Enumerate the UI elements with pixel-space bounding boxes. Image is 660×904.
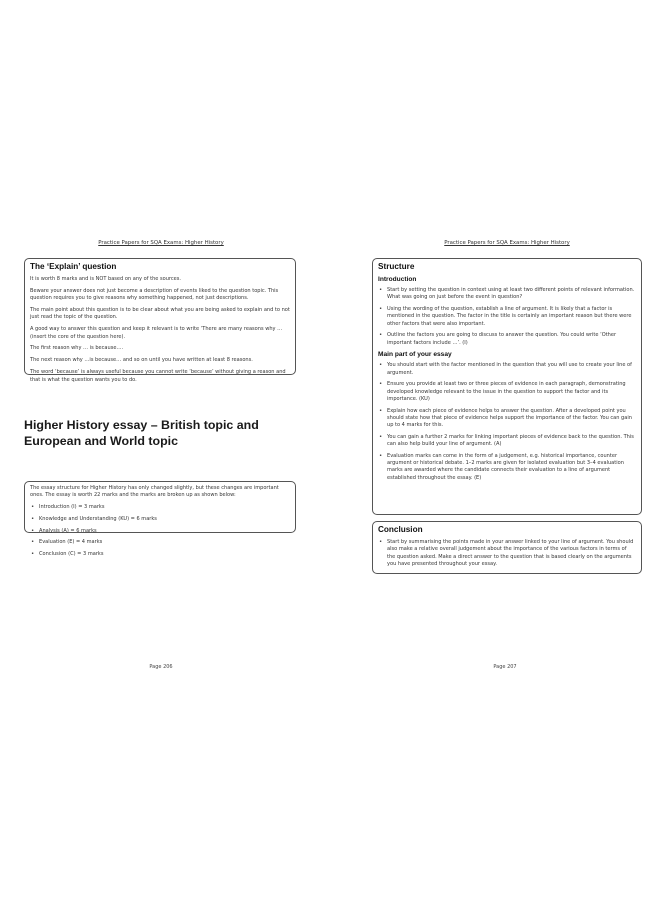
main-part-heading: Main part of your essay (378, 351, 452, 359)
right-page (330, 0, 660, 904)
explain-paragraph: A good way to answer this question and keep it relevant is to write ‘There are many reasons why … (insert the core of the question here). (30, 326, 283, 340)
page-number: Page 207 (493, 664, 517, 670)
list-item: • Evaluation marks can come in the form of a judgement, e.g. historical importance, counter argument or historical debate. 1–2 marks are given for isolated evaluation but 3–4 evaluation marks are awarded where the candidate connects their evaluation to a line of argument established throughout the essay. (E) (378, 453, 636, 482)
page-number: Page 206 (149, 664, 173, 670)
running-header: Practice Papers for SQA Exams: Higher History (444, 240, 570, 246)
conclusion-box (372, 521, 642, 574)
marks-list (30, 504, 290, 558)
list-item: • Analysis (A) = 6 marks (30, 528, 290, 535)
introduction-list (378, 287, 636, 347)
explain-paragraph: It is worth 8 marks and is NOT based on any of the sources. (30, 276, 181, 282)
list-item: • Explain how each piece of evidence helps to answer the question. After a developed point you should state how that piece of evidence helps support the importance of the factor. You can gain up to 4 marks for this. (378, 408, 636, 430)
structure-box (372, 258, 642, 515)
conclusion-box-title: Conclusion (378, 525, 423, 534)
explain-box-title: The ‘Explain’ question (30, 262, 117, 271)
list-item: • Knowledge and Understanding (KU) = 6 marks (30, 516, 290, 523)
running-header: Practice Papers for SQA Exams: Higher History (98, 240, 224, 246)
explain-question-box (24, 258, 296, 383)
list-item: • Evaluation (E) = 4 marks (30, 539, 290, 546)
conclusion-list (378, 539, 636, 568)
list-item: • Ensure you provide at least two or three pieces of evidence in each paragraph, demonstrating developed knowledge relevant to the issue in the question to support the factor and its importance. (KU) (378, 381, 636, 403)
structure-box-title: Structure (378, 262, 415, 271)
list-item: • You should start with the factor mentioned in the question that you will use to create your line of argument. (378, 362, 636, 377)
explain-paragraph: The first reason why … is because…. (30, 345, 124, 352)
list-item: • Introduction (I) = 3 marks (30, 504, 290, 511)
introduction-heading: Introduction (378, 276, 417, 283)
essay-structure-box (24, 481, 296, 557)
main-part-list (378, 362, 636, 482)
list-item: • Start by summarising the points made in your answer linked to your line of argument. You should also make a relative overall judgement about the importance of the various factors in terms of the question asked. Make a direct answer to the question that is based clearly on the arguments you have presented throughout your essay. (378, 539, 636, 568)
list-item: • Conclusion (C) = 3 marks (30, 551, 290, 558)
explain-paragraph: The next reason why …is because… and so on until you have written at least 8 reasons. (30, 357, 253, 364)
explain-paragraph: Beware your answer does not just become a description of events liked to the question topic. This question requires you to give reasons why something happened, not just descriptions. (30, 287, 279, 302)
explain-paragraph: The word ‘because’ is always useful because you cannot write ‘because’ without giving a reason and that is what the question wants you to do. (30, 369, 286, 383)
list-item: • Start by setting the question in context using at least two different points of relevant information. What was going on just before the event in question? (378, 287, 636, 302)
list-item: • You can gain a further 2 marks for linking important pieces of evidence back to the question. This can also help build your line of argument. (A) (378, 434, 636, 449)
list-item: • Outline the factors you are going to discuss to answer the question. You could write ‘Other important factors include …’. (I) (378, 332, 636, 347)
essay-heading: Higher History essay – British topic and European and World topic (24, 418, 259, 448)
list-item: • Using the wording of the question, establish a line of argument. It is likely that a factor is mentioned in the question. The factor in the title is certainly an important reason but there were other factors that were also important. (378, 306, 636, 328)
explain-paragraph: The main point about this question is to be clear about what you are being asked to explain and to not just read the topic of the question. (30, 307, 290, 321)
essay-structure-intro: The essay structure for Higher History has only changed slightly, but these changes are important ones. The essay is worth 22 marks and the marks are broken up as shown below: (30, 485, 279, 499)
